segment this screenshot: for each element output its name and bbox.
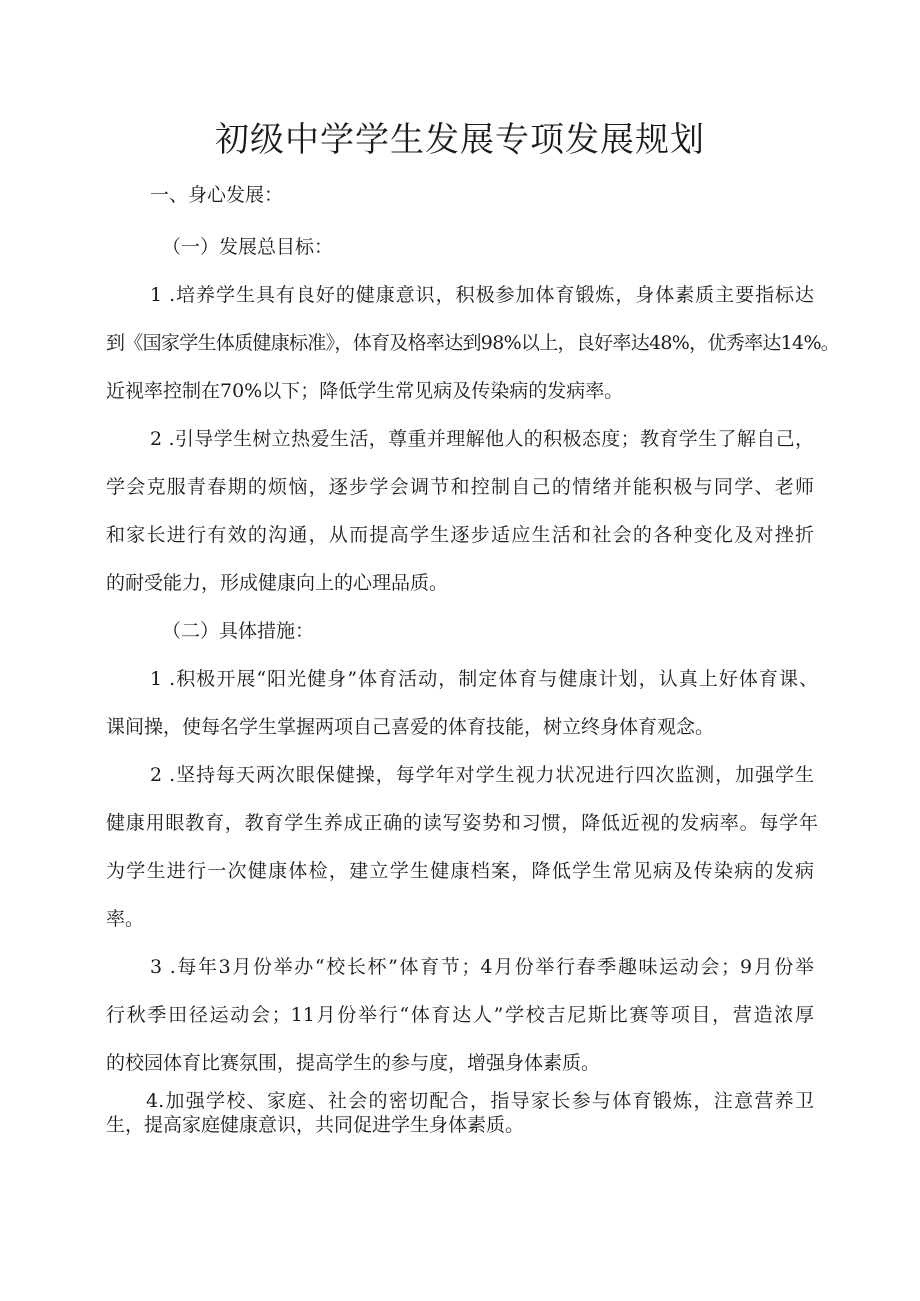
- goal-1-line-3: 近视率控制在70%以下；降低学生常见病及传染病的发病率。: [106, 380, 624, 402]
- measure-4-line-2: 生，提高家庭健康意识，共同促进学生身体素质。: [106, 1114, 525, 1136]
- measure-3-line-2: 行秋季田径运动会；11月份举行“体育达人”学校吉尼斯比赛等项目，营造浓厚: [106, 1004, 814, 1026]
- measure-1-line-2: 课间操，使每名学生掌握两项自己喜爱的体育技能，树立终身体育观念。: [106, 716, 715, 738]
- measure-2-line-1: 2 .坚持每天两次眼保健操，每学年对学生视力状况进行四次监测，加强学生: [150, 764, 814, 786]
- document-title: 初级中学学生发展专项发展规划: [215, 120, 705, 160]
- measure-2-line-2: 健康用眼教育，教育学生养成正确的读写姿势和习惯，降低近视的发病率。每学年: [106, 812, 818, 834]
- measure-4-line-1: 4.加强学校、家庭、社会的密切配合，指导家长参与体育锻炼，注意营养卫: [146, 1090, 814, 1112]
- measure-2-line-4: 率。: [106, 908, 145, 930]
- measure-2-line-3: 为学生进行一次健康体检，建立学生健康档案，降低学生常见病及传染病的发病: [106, 860, 814, 882]
- section-heading-physical-mental: 一、身心发展：: [150, 184, 284, 206]
- goal-2-line-3: 和家长进行有效的沟通，从而提高学生逐步适应生活和社会的各种变化及对挫折: [106, 524, 814, 546]
- goal-2-line-2: 学会克服青春期的烦恼，逐步学会调节和控制自己的情绪并能积极与同学、老师: [106, 476, 814, 498]
- goal-1-line-1: 1 .培养学生具有良好的健康意识，积极参加体育锻炼，身体素质主要指标达: [150, 284, 814, 306]
- measure-1-line-1: 1 .积极开展“阳光健身”体育活动，制定体育与健康计划，认真上好体育课、: [150, 668, 818, 690]
- goal-1-line-2: 到《国家学生体质健康标准》，体育及格率达到98%以上，良好率达48%，优秀率达14%。: [106, 332, 840, 354]
- measure-3-line-3: 的校园体育比赛氛围，提高学生的参与度，增强身体素质。: [106, 1052, 601, 1074]
- measure-3-line-1: 3 .每年3月份举办“校长杯”体育节；4月份举行春季趣味运动会；9月份举: [150, 956, 814, 978]
- subsection-heading-measures: （二）具体措施：: [162, 620, 315, 642]
- goal-2-line-1: 2 .引导学生树立热爱生活，尊重并理解他人的积极态度；教育学生了解自己，: [150, 428, 814, 450]
- subsection-heading-goals: （一）发展总目标：: [162, 236, 334, 258]
- goal-2-line-4: 的耐受能力，形成健康向上的心理品质。: [106, 572, 449, 594]
